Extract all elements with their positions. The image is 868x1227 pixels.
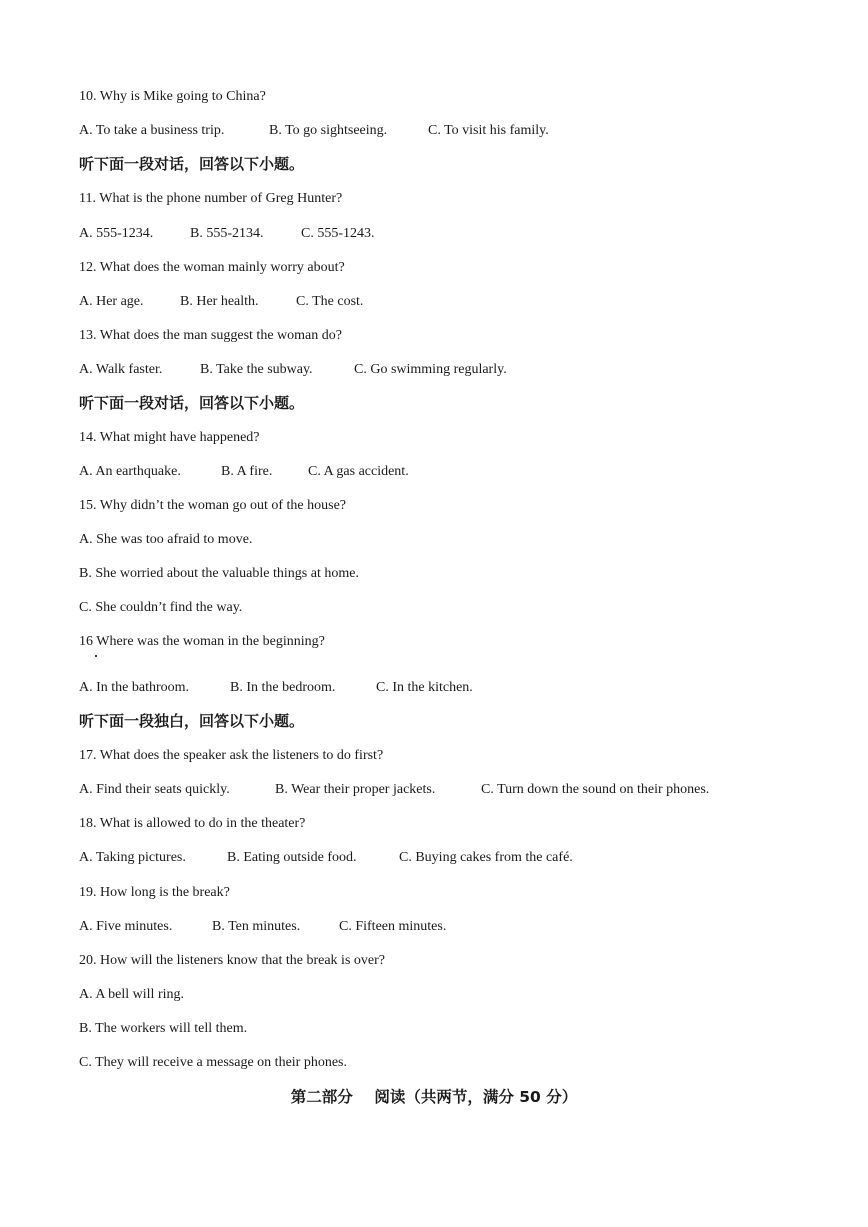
option-12-a: A. Her age. <box>79 294 144 309</box>
option-10-a: A. To take a business trip. <box>79 123 225 138</box>
option-19-b: B. Ten minutes. <box>212 919 301 934</box>
option-20-c: C. They will receive a message on their phones. <box>79 1055 347 1070</box>
options-10 <box>79 122 549 140</box>
options-16 <box>79 679 473 697</box>
option-14-c: C. A gas accident. <box>308 464 409 479</box>
option-17-b: B. Wear their proper jackets. <box>275 782 436 797</box>
option-12-b: B. Her health. <box>180 294 259 309</box>
part-two-title: 第二部分 阅读（共两节，满分 50 分） <box>290 1088 578 1106</box>
option-10-b: B. To go sightseeing. <box>269 123 388 138</box>
option-17-c: C. Turn down the sound on their phones. <box>481 782 710 797</box>
option-10-c: C. To visit his family. <box>428 123 549 138</box>
option-20-a: A. A bell will ring. <box>79 987 184 1002</box>
option-16-c: C. In the kitchen. <box>376 680 473 695</box>
option-16-b: B. In the bedroom. <box>230 680 336 695</box>
option-14-b: B. A fire. <box>221 464 273 479</box>
option-18-a: A. Taking pictures. <box>79 850 186 865</box>
question-18: 18. What is allowed to do in the theater? <box>79 816 306 831</box>
option-11-c: C. 555-1243. <box>301 226 375 241</box>
options-11 <box>79 225 375 243</box>
option-19-a: A. Five minutes. <box>79 919 173 934</box>
options-13 <box>79 361 507 379</box>
question-20: 20. How will the listeners know that the break is over? <box>79 953 385 968</box>
option-11-b: B. 555-2134. <box>190 226 264 241</box>
option-15-c: C. She couldn’t find the way. <box>79 600 243 615</box>
stray-dot-mark <box>95 655 97 657</box>
option-14-a: A. An earthquake. <box>79 464 181 479</box>
option-15-b: B. She worried about the valuable things at home. <box>79 566 359 581</box>
section-heading-2: 听下面一段对话，回答以下小题。 <box>79 394 305 412</box>
option-15-a: A. She was too afraid to move. <box>79 532 253 547</box>
question-19: 19. How long is the break? <box>79 885 230 900</box>
question-14: 14. What might have happened? <box>79 430 260 445</box>
options-14 <box>79 463 409 481</box>
option-12-c: C. The cost. <box>296 294 364 309</box>
option-13-b: B. Take the subway. <box>200 362 313 377</box>
option-18-b: B. Eating outside food. <box>227 850 357 865</box>
question-10: 10. Why is Mike going to China? <box>79 89 266 104</box>
question-15: 15. Why didn’t the woman go out of the house? <box>79 498 346 513</box>
question-17: 17. What does the speaker ask the listeners to do first? <box>79 748 384 763</box>
section-heading-3: 听下面一段独白，回答以下小题。 <box>79 712 305 730</box>
option-18-c: C. Buying cakes from the café. <box>399 850 573 865</box>
option-20-b: B. The workers will tell them. <box>79 1021 248 1036</box>
question-12: 12. What does the woman mainly worry about? <box>79 260 345 275</box>
option-19-c: C. Fifteen minutes. <box>339 919 447 934</box>
section-heading-1: 听下面一段对话，回答以下小题。 <box>79 155 305 173</box>
options-12 <box>79 293 363 311</box>
option-13-a: A. Walk faster. <box>79 362 163 377</box>
option-13-c: C. Go swimming regularly. <box>354 362 507 377</box>
options-18 <box>79 849 573 867</box>
options-19 <box>79 918 446 936</box>
question-11: 11. What is the phone number of Greg Hunter? <box>79 191 343 206</box>
question-13: 13. What does the man suggest the woman do? <box>79 328 342 343</box>
option-11-a: A. 555-1234. <box>79 226 154 241</box>
option-16-a: A. In the bathroom. <box>79 680 190 695</box>
option-17-a: A. Find their seats quickly. <box>79 782 230 797</box>
question-16: 16 Where was the woman in the beginning? <box>79 634 325 649</box>
options-17 <box>79 781 709 799</box>
